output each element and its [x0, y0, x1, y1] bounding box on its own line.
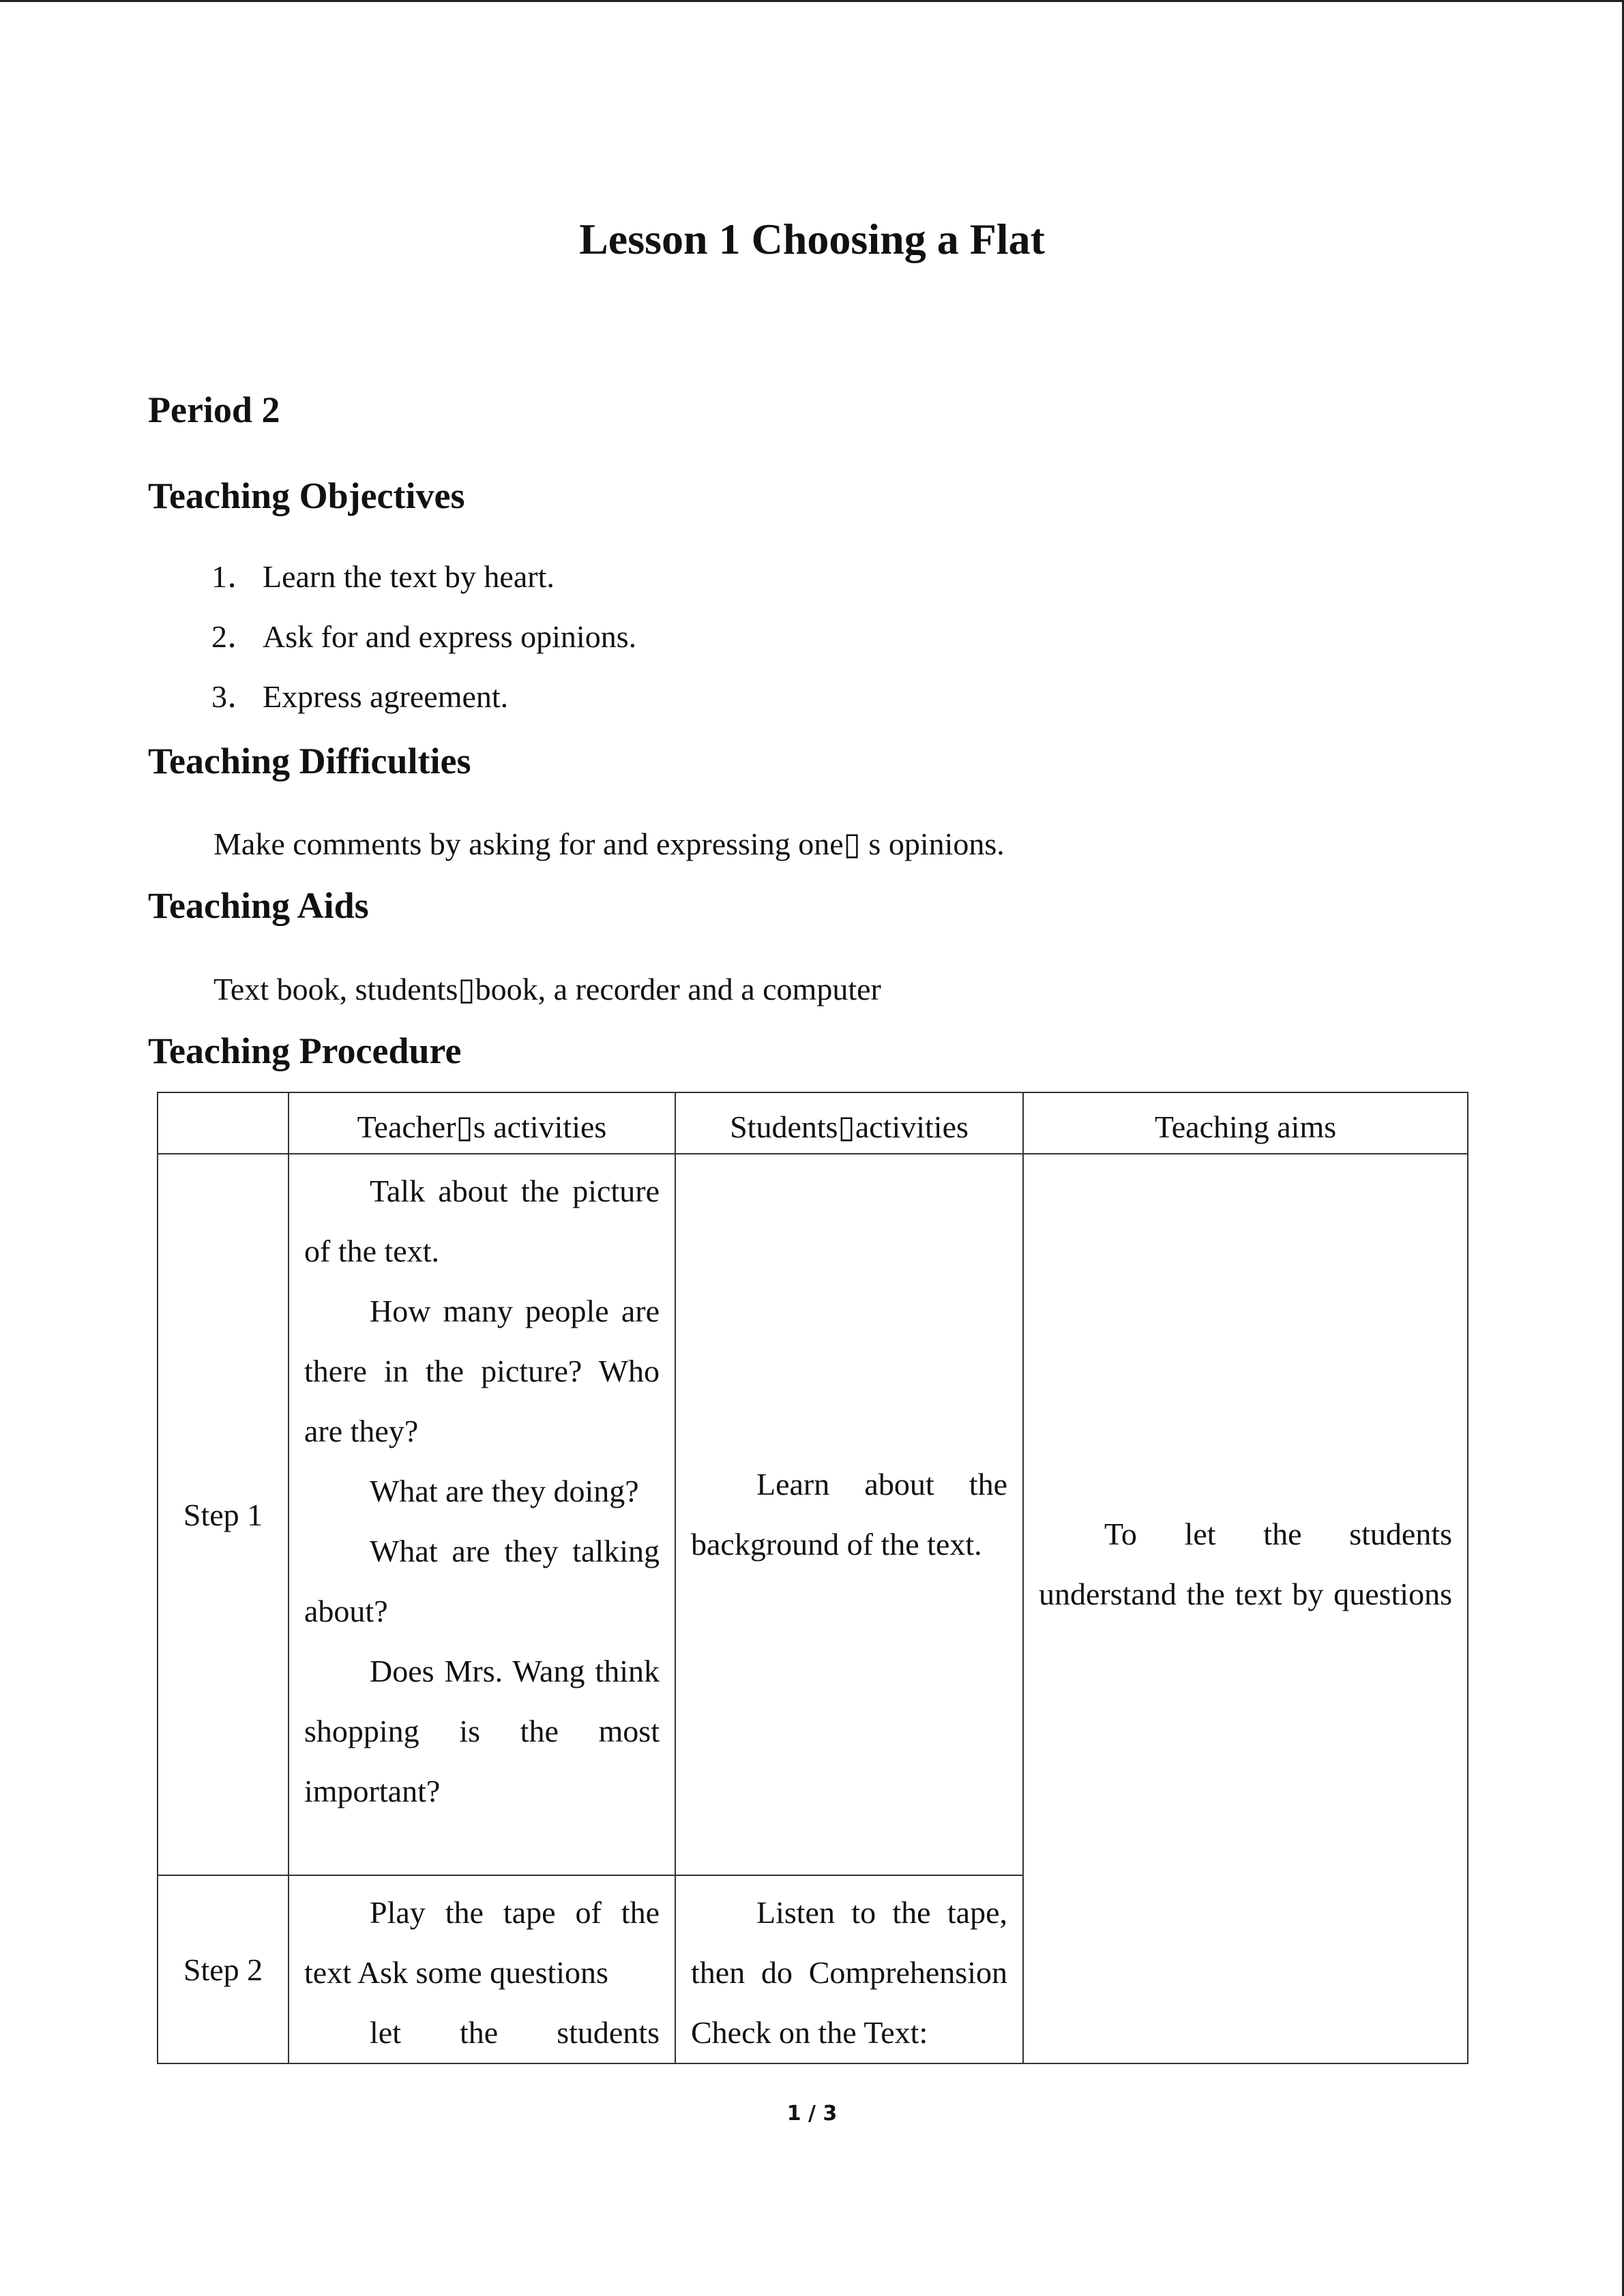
procedure-heading: Teaching Procedure [148, 1030, 462, 1071]
objective-number: 1． [211, 559, 259, 594]
objectives-heading: Teaching Objectives [148, 475, 465, 516]
students-activities-cell [675, 1154, 1023, 1875]
objectives-list [211, 551, 636, 731]
objective-item [211, 551, 636, 611]
aids-text: Text book, students▯book, a recorder and a computer [213, 972, 881, 1007]
student-activity: Listen to the tape, then do Comprehension Check on the Text: [691, 1895, 1007, 2050]
students-activities-cell [675, 1875, 1023, 2063]
teaching-aim-line: To let the students [1104, 1517, 1452, 1551]
objective-number: 2． [211, 619, 259, 654]
header-teacher-activities: Teacher▯s activities [289, 1092, 675, 1154]
teacher-activity: let the students [370, 2015, 660, 2050]
teacher-activity: Does Mrs. Wang think shopping is the most important? [304, 1654, 660, 1808]
document-title: Lesson 1 Choosing a Flat [579, 215, 1045, 263]
page-border-top [0, 0, 1624, 2]
student-activity: Learn about the background of the text. [691, 1467, 1007, 1562]
period-heading: Period 2 [148, 389, 280, 430]
objective-number: 3． [211, 679, 259, 714]
teaching-aim-line: understand the text by questions [1039, 1577, 1452, 1611]
difficulties-heading: Teaching Difficulties [148, 741, 471, 781]
teacher-activities-cell [289, 1875, 675, 2063]
difficulties-text: Make comments by asking for and expressing one▯ s opinions. [213, 826, 1005, 861]
table-header-row [158, 1092, 1468, 1154]
teacher-activity: How many people are there in the picture? Who are they? [304, 1294, 660, 1448]
teacher-activities-cell [289, 1154, 675, 1875]
teacher-activity: Play the tape of the text Ask some questions [304, 1895, 660, 1990]
procedure-table [157, 1092, 1468, 2064]
teacher-activity: What are they talking about? [304, 1534, 660, 1628]
header-students-activities: Students▯activities [675, 1092, 1023, 1154]
teacher-activity: Talk about the picture of the text. [304, 1174, 660, 1268]
objective-item [211, 671, 636, 731]
step-label: Step 2 [158, 1875, 289, 2063]
header-cell-empty [158, 1092, 289, 1154]
objective-text: Express agreement. [263, 679, 509, 714]
header-teaching-aims: Teaching aims [1023, 1092, 1468, 1154]
table-row-step-1 [158, 1154, 1468, 1875]
step-label: Step 1 [158, 1154, 289, 1875]
objective-text: Learn the text by heart. [263, 559, 555, 594]
teacher-activity: What are they doing? [370, 1474, 639, 1508]
objective-text: Ask for and express opinions. [263, 619, 637, 654]
page-number: 1 / 3 [786, 2102, 838, 2126]
aids-heading: Teaching Aids [148, 885, 369, 926]
teaching-aims-cell [1023, 1154, 1468, 2063]
objective-item [211, 611, 636, 671]
